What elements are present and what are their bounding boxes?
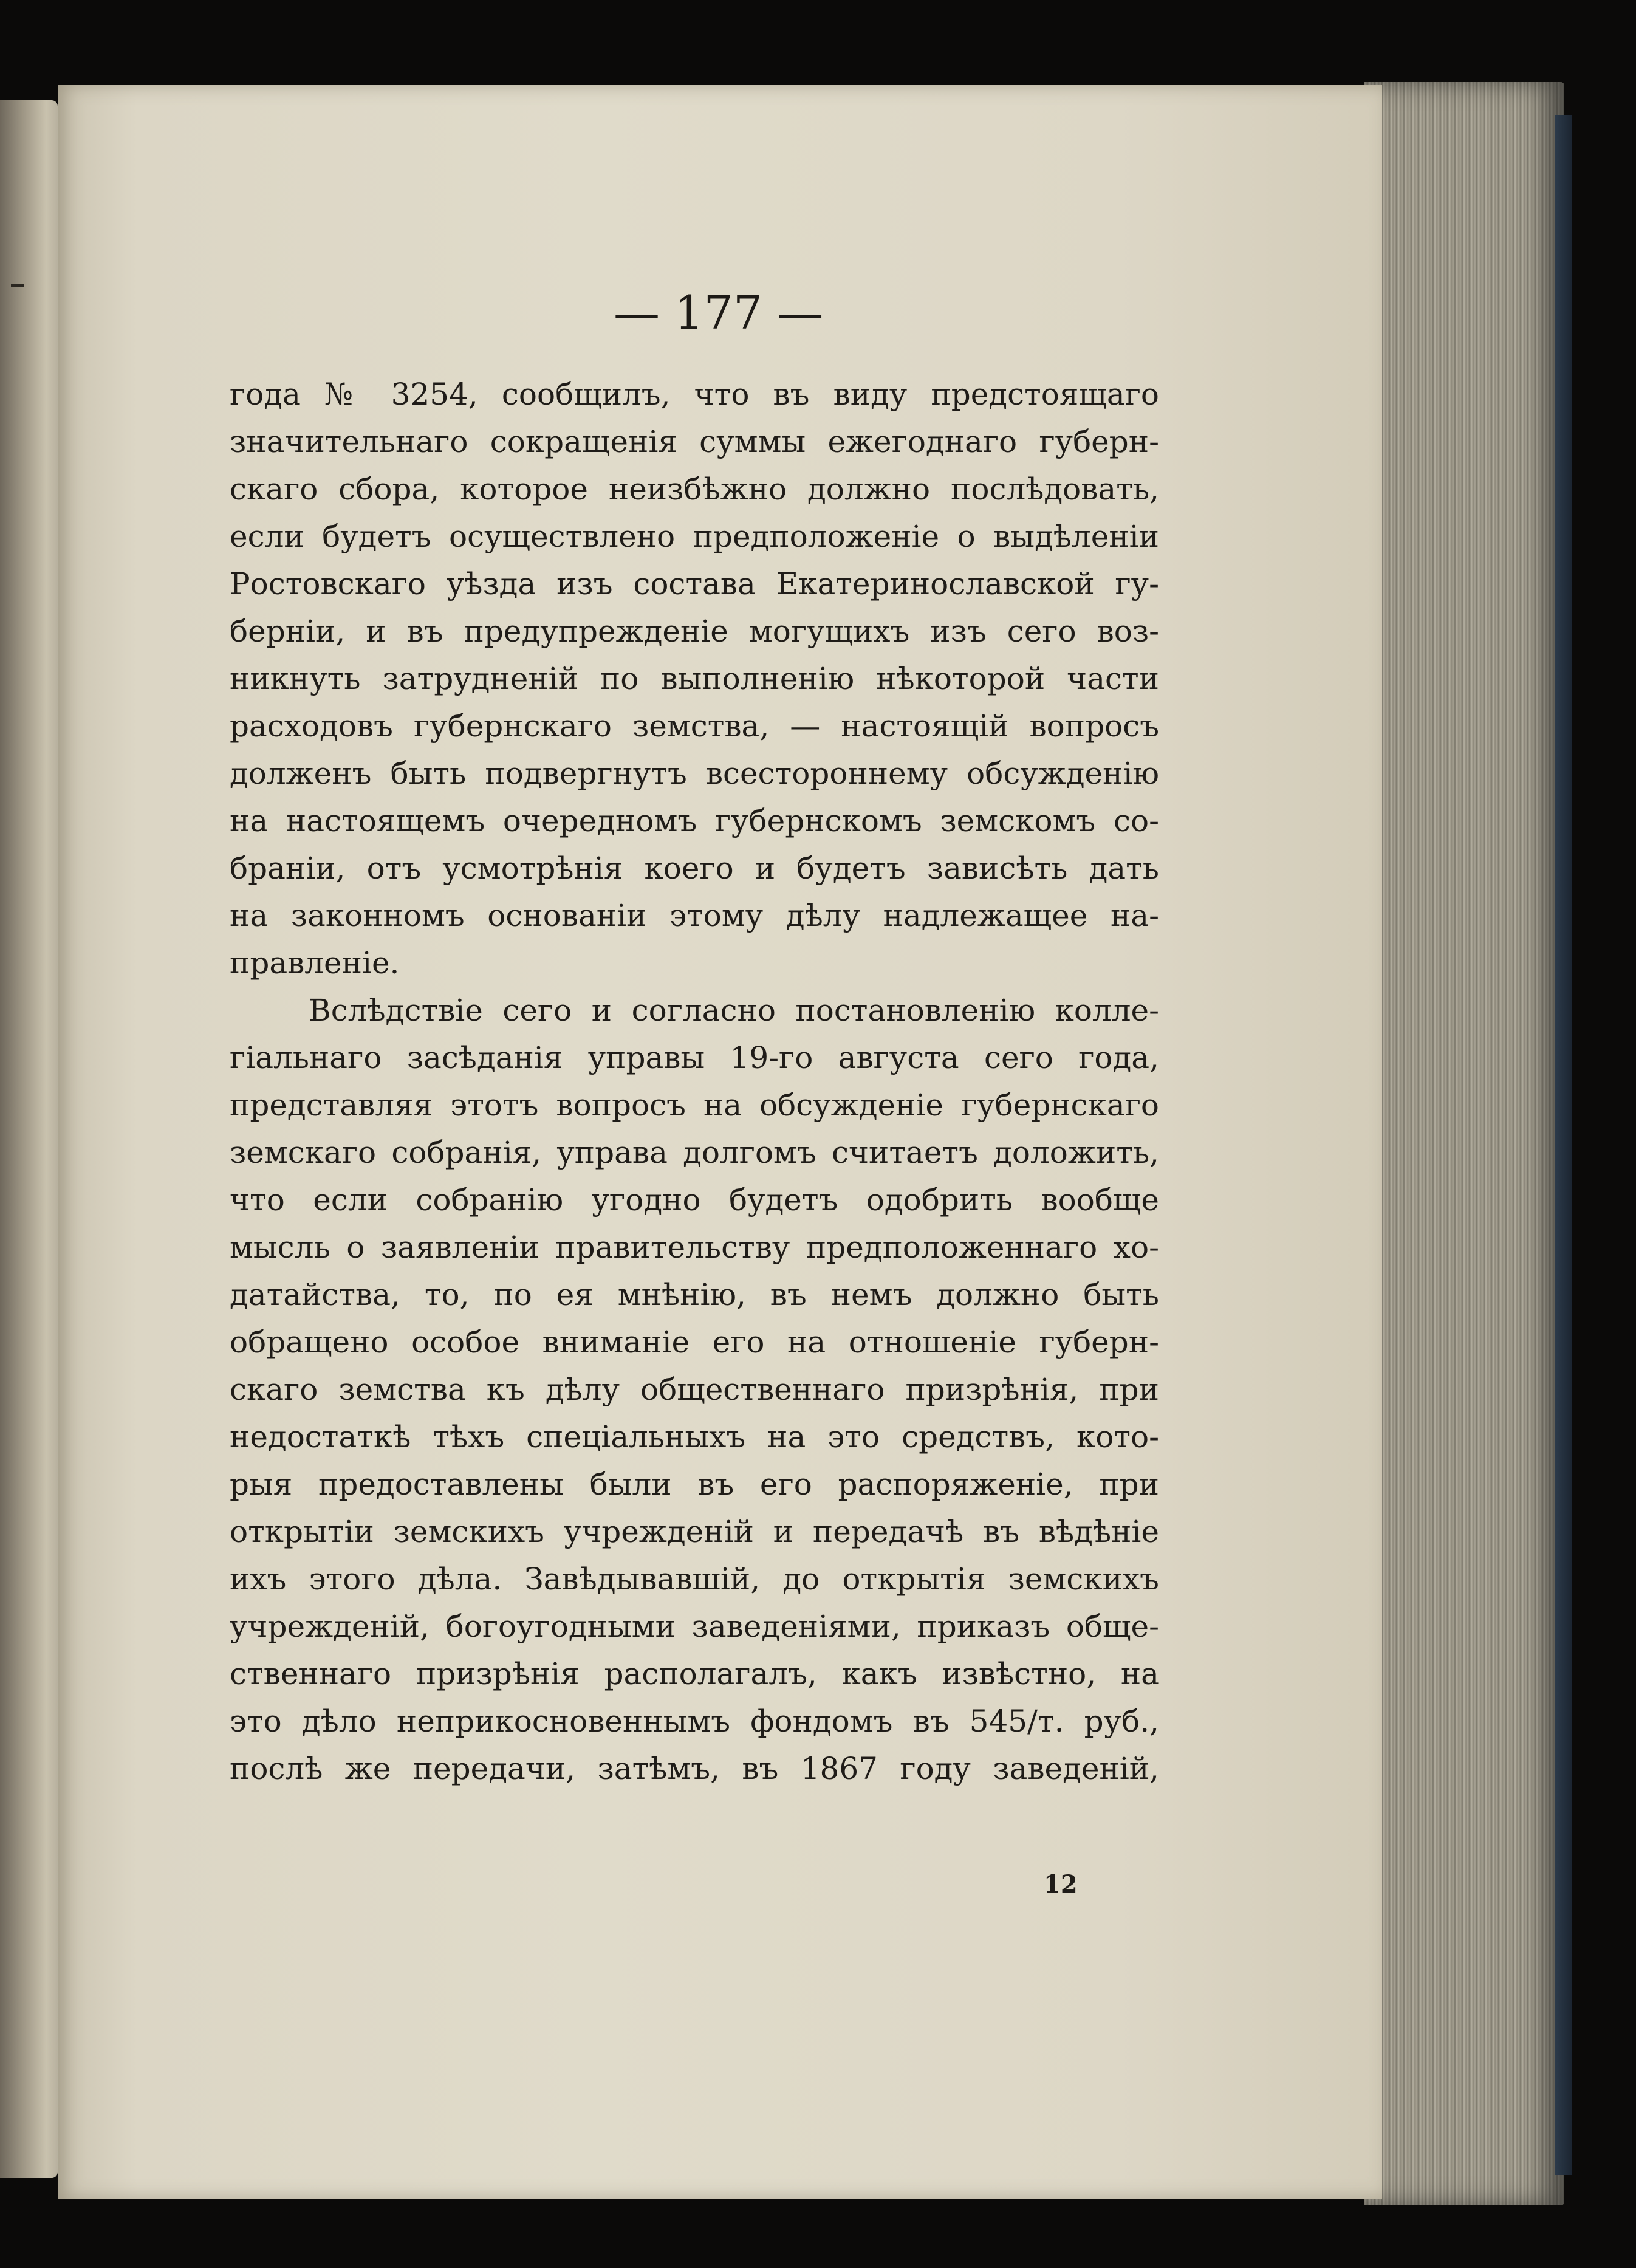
page-text [230, 371, 1159, 1792]
text-line: правленіе. [230, 945, 400, 981]
text-line: гіальнаго засѣданія управы 19-го августа сего года, [230, 1040, 1159, 1075]
text-line: открытіи земскихъ учрежденій и передачѣ въ вѣдѣніе [230, 1514, 1159, 1549]
text-line: послѣ же передачи, затѣмъ, въ 1867 году заведеній, [230, 1751, 1159, 1786]
text-line: мысль о заявленіи правительству предположеннаго хо- [230, 1230, 1159, 1265]
text-line: на настоящемъ очередномъ губернскомъ земскомъ со- [230, 803, 1159, 838]
text-line: на законномъ основаніи этому дѣлу надлежащее на- [230, 898, 1159, 933]
text-line: ственнаго призрѣнія располагалъ, какъ извѣстно, на [230, 1656, 1159, 1691]
text-line: представляя этотъ вопросъ на обсужденіе губернскаго [230, 1088, 1159, 1123]
text-line: скаго земства къ дѣлу общественнаго призрѣнія, при [230, 1372, 1159, 1407]
text-line: обращено особое вниманіе его на отношеніе губерн- [230, 1324, 1159, 1360]
text-line: долженъ быть подвергнутъ всестороннему обсужденію [230, 756, 1159, 791]
page-edge-mark [11, 284, 24, 287]
text-line: учрежденій, богоугодными заведеніями, приказъ обще- [230, 1609, 1159, 1644]
text-line: если будетъ осуществлено предположеніе о выдѣленіи [230, 519, 1159, 554]
text-line: Вслѣдствіе сего и согласно постановленію колле- [309, 993, 1159, 1028]
text-line: никнуть затрудненій по выполненію нѣкоторой части [230, 661, 1159, 696]
text-line: берніи, и въ предупрежденіе могущихъ изъ сего воз- [230, 614, 1159, 649]
paragraph-1 [230, 371, 1159, 987]
facing-page-edge [0, 100, 58, 2178]
page-number: — 177 — [614, 286, 824, 340]
text-line: это дѣло неприкосновеннымъ фондомъ въ 545/т. руб., [230, 1704, 1159, 1739]
text-line: года № 3254, сообщилъ, что въ виду предстоящаго [230, 377, 1159, 412]
text-line: недостаткѣ тѣхъ спеціальныхъ на это средствъ, кото- [230, 1419, 1159, 1454]
page-stack-edge [1364, 82, 1564, 2205]
text-line: что если собранію угодно будетъ одобрить вообще [230, 1182, 1159, 1218]
printer-signature-mark: 12 [1044, 1870, 1078, 1899]
text-line: браніи, отъ усмотрѣнія коего и будетъ зависѣть дать [230, 851, 1159, 886]
paragraph-2 [230, 987, 1159, 1792]
text-line: Ростовскаго уѣзда изъ состава Екатеринославской гу- [230, 566, 1159, 601]
text-line: датайства, то, по ея мнѣнію, въ немъ должно быть [230, 1277, 1159, 1312]
text-line: рыя предоставлены были въ его распоряженіе, при [230, 1467, 1159, 1502]
text-line: значительнаго сокращенія суммы ежегоднаго губерн- [230, 424, 1159, 459]
text-line: расходовъ губернскаго земства, — настоящій вопросъ [230, 708, 1159, 744]
text-line: ихъ этого дѣла. Завѣдывавшій, до открытія земскихъ [230, 1561, 1159, 1597]
text-line: земскаго собранія, управа долгомъ считаетъ доложить, [230, 1135, 1159, 1170]
book-cover-edge [1555, 115, 1572, 2175]
text-line: скаго сбора, которое неизбѣжно должно послѣдовать, [230, 471, 1159, 507]
